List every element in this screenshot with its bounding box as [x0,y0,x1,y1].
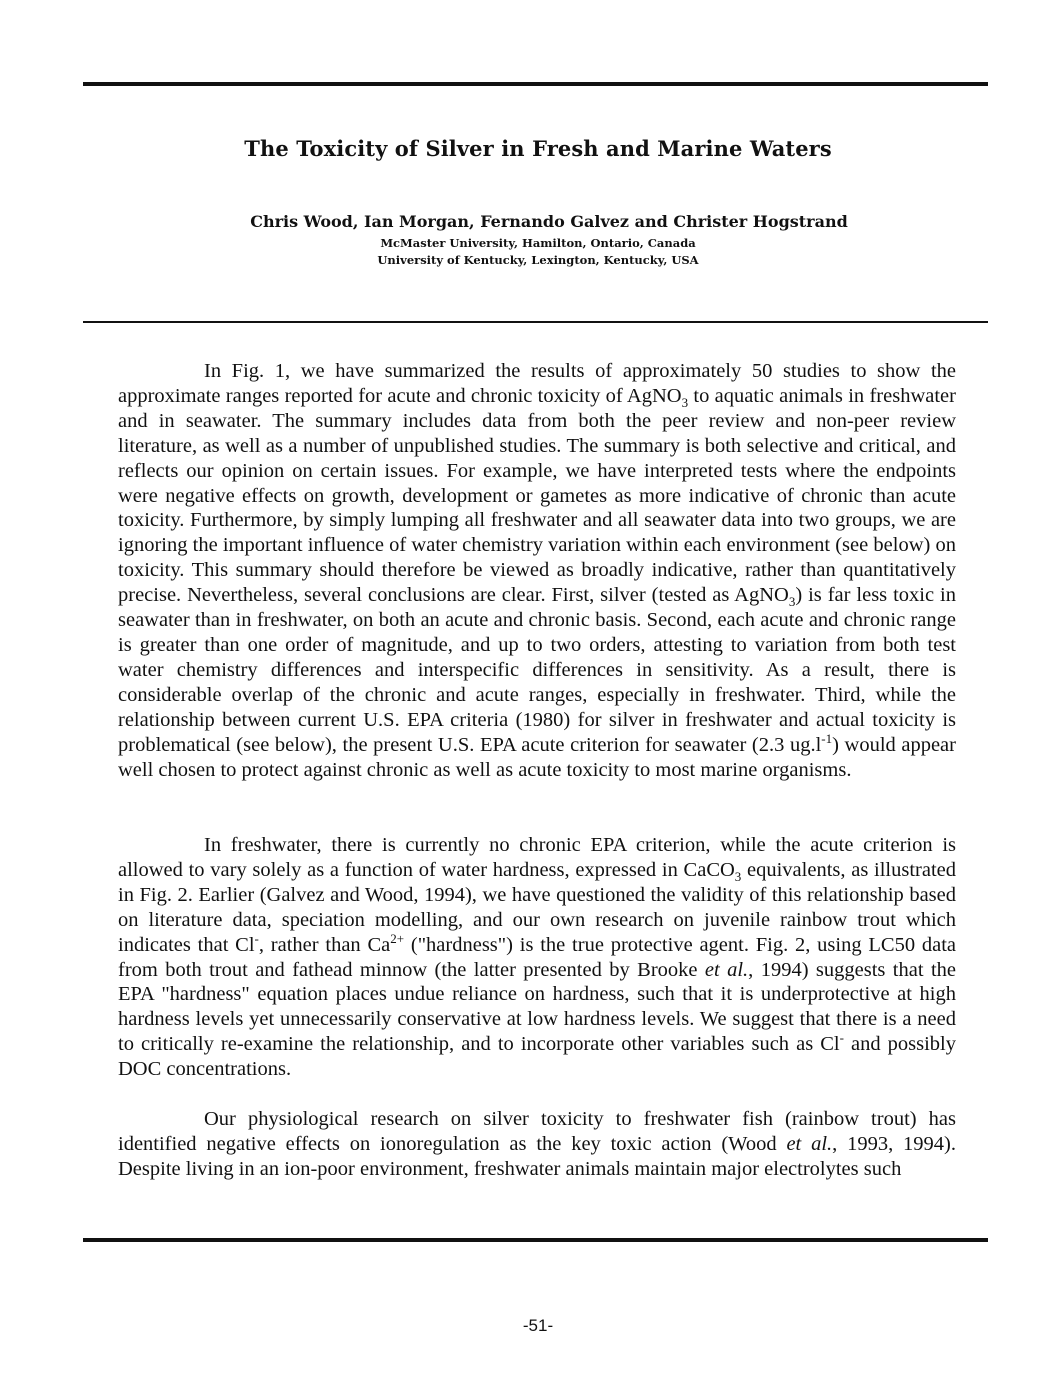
superscript: - [839,1030,844,1046]
top-rule [83,82,988,86]
text-run: In Fig. 1, we have summarized the results of approximately 50 studies to show the approximate ranges reported for acute and chronic toxicity of AgNO [118,360,956,407]
text-run: to aquatic animals in freshwater and in seawater. The summary includes data from both the peer review and non-peer review literature, as well as a number of unpublished studies. The summary is both selective and critical, and reflects our opinion on certain issues. For example, we have interpreted tests where the endpoints were negative effects on growth, development or gametes as more indicative of chronic than acute toxicity. Furthermore, by simply lumping all freshwater and all seawater data into two groups, we are ignoring the important influence of water chemistry variation within each environment (see below) on toxicity. This summary should therefore be viewed as broadly indicative, rather than quantitatively precise. Nevertheless, several conclusions are clear. First, silver (tested as AgNO [118,384,956,607]
text-run: , 1993, 1994). Despite living in an ion-poor environment, freshwater animals maintain major electrolytes such [118,1132,957,1180]
paper-title: The Toxicity of Silver in Fresh and Marine Waters [244,136,832,161]
text-run: and possibly DOC concentrations. [118,1033,956,1081]
text-run: In freshwater, there is currently no chronic EPA criterion, while the acute criterion is allowed to vary solely as a function of water hardness, expressed in CaCO [118,834,956,881]
paragraph-2 [118,833,956,1082]
affiliation-2: University of Kentucky, Lexington, Kentucky, USA [377,253,699,267]
text-run: , 1994) suggests that the EPA "hardness" equation places undue reliance on hardness, such that it is underprotective at high hardness levels yet unnecessarily conservative at low hardness levels. We suggest that there is a need to critically re-examine the relationship, and to incorporate other variables such as Cl [118,958,956,1056]
header-divider [83,321,988,323]
text-run: ) is far less toxic in seawater than in freshwater, on both an acute and chronic basis. Second, each acute and chronic range is greater than one order of magnitude, and up to two orders, attesting to variation from both test water chemistry differences and interspecific differences in sensitivity. As a result, there is considerable overlap of the chronic and acute ranges, especially in freshwater. Third, while the relationship between current U.S. EPA criteria (1980) for silver in freshwater and actual toxicity is problematical (see below), the present U.S. EPA acute criterion for seawater (2.3 ug.l [118,584,956,756]
author-list: Chris Wood, Ian Morgan, Fernando Galvez and Christer Hogstrand [250,212,848,231]
subscript: 3 [734,869,742,884]
text-run: Our physiological research on silver toxicity to freshwater fish (rainbow trout) has identified negative effects on ionoregulation as the key toxic action (Wood [118,1108,956,1155]
superscript: 2+ [390,930,405,946]
text-run: equivalents, as illustrated in Fig. 2. Earlier (Galvez and Wood, 1994), we have questioned the validity of this relationship based on literature data, speciation modelling, and our own research on juvenile rainbow trout which indicates that Cl [118,858,956,956]
subscript: 3 [788,594,796,610]
text-run: ) would appear well chosen to protect against chronic as well as acute toxicity to most marine organisms. [118,733,956,781]
bottom-rule [83,1238,988,1242]
paragraph-1 [118,359,956,782]
italic-run: et al. [704,958,749,981]
affiliation-1: McMaster University, Hamilton, Ontario, Canada [380,236,696,250]
text-run: ("hardness") is the true protective agent. Fig. 2, using LC50 data from both trout and fathead minnow (the latter presented by Brooke [118,933,956,981]
superscript: - [254,930,259,946]
text-run: , rather than Ca [258,933,391,956]
paragraph-3 [118,1107,956,1182]
page-number: -51- [522,1316,554,1335]
subscript: 3 [681,395,689,410]
superscript: -1 [821,730,833,746]
italic-run: et al. [786,1132,833,1155]
